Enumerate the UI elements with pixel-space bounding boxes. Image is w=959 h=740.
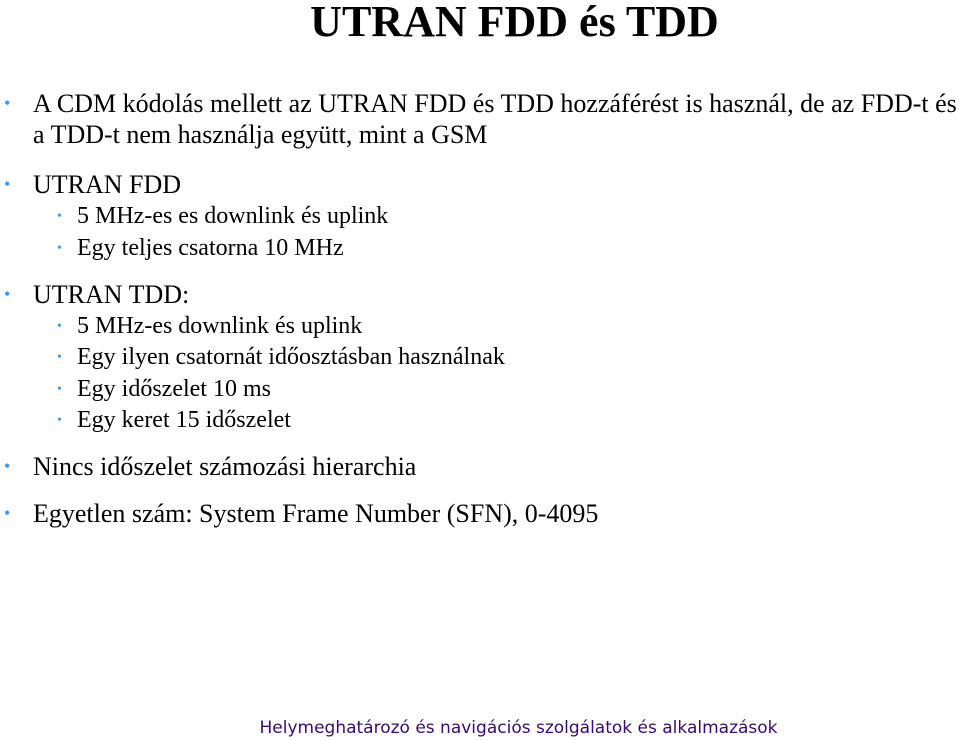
slide-footer (0, 717, 959, 739)
sub-bullet-item (57, 311, 363, 342)
bullet-text: A CDM kódolás mellett az UTRAN FDD és TDD hozzáférést is használ, de az FDD-t és a TDD-t nem használja együtt, mint a GSM (33, 89, 957, 149)
bullet-text: Nincs időszelet számozási hierarchia (33, 452, 417, 481)
sub-bullet-dot-icon: • (57, 350, 62, 365)
sub-bullet-text: Egy keret 15 időszelet (77, 407, 291, 433)
sub-bullet-dot-icon: • (57, 209, 62, 224)
bullet-text: Egyetlen szám: System Frame Number (SFN), 0-4095 (33, 499, 599, 528)
bullet-item (4, 279, 190, 310)
bullet-item (4, 451, 417, 482)
sub-bullet-text: 5 MHz-es es downlink és uplink (77, 203, 389, 229)
sub-bullet-item (57, 233, 344, 264)
sub-bullet-text: Egy ilyen csatornát időosztásban használnak (77, 344, 505, 370)
sub-bullet-text: 5 MHz-es downlink és uplink (77, 313, 363, 339)
footer-text: Helymeghatározó és navigációs szolgálatok és alkalmazások (259, 718, 778, 738)
bullet-item (4, 169, 182, 200)
sub-bullet-text: Egy teljes csatorna 10 MHz (77, 235, 344, 261)
sub-bullet-dot-icon: • (57, 413, 62, 428)
bullet-dot-icon: • (4, 174, 11, 194)
sub-bullet-item (57, 374, 271, 405)
bullet-text: UTRAN TDD: (33, 280, 190, 309)
sub-bullet-item (57, 201, 389, 232)
slide-title (0, 0, 959, 44)
sub-bullet-dot-icon: • (57, 382, 62, 397)
bullet-item (4, 498, 599, 529)
sub-bullet-item (57, 405, 291, 436)
bullet-dot-icon: • (4, 456, 11, 476)
bullet-text: UTRAN FDD (33, 170, 182, 199)
bullet-dot-icon: • (4, 503, 11, 523)
sub-bullet-text: Egy időszelet 10 ms (77, 376, 271, 402)
sub-bullet-dot-icon: • (57, 319, 62, 334)
slide-title-text: UTRAN FDD és TDD (310, 0, 719, 46)
sub-bullet-item (57, 342, 505, 373)
bullet-dot-icon: • (4, 284, 11, 304)
bullet-item (4, 88, 958, 150)
sub-bullet-dot-icon: • (57, 241, 62, 256)
bullet-dot-icon: • (4, 93, 11, 113)
